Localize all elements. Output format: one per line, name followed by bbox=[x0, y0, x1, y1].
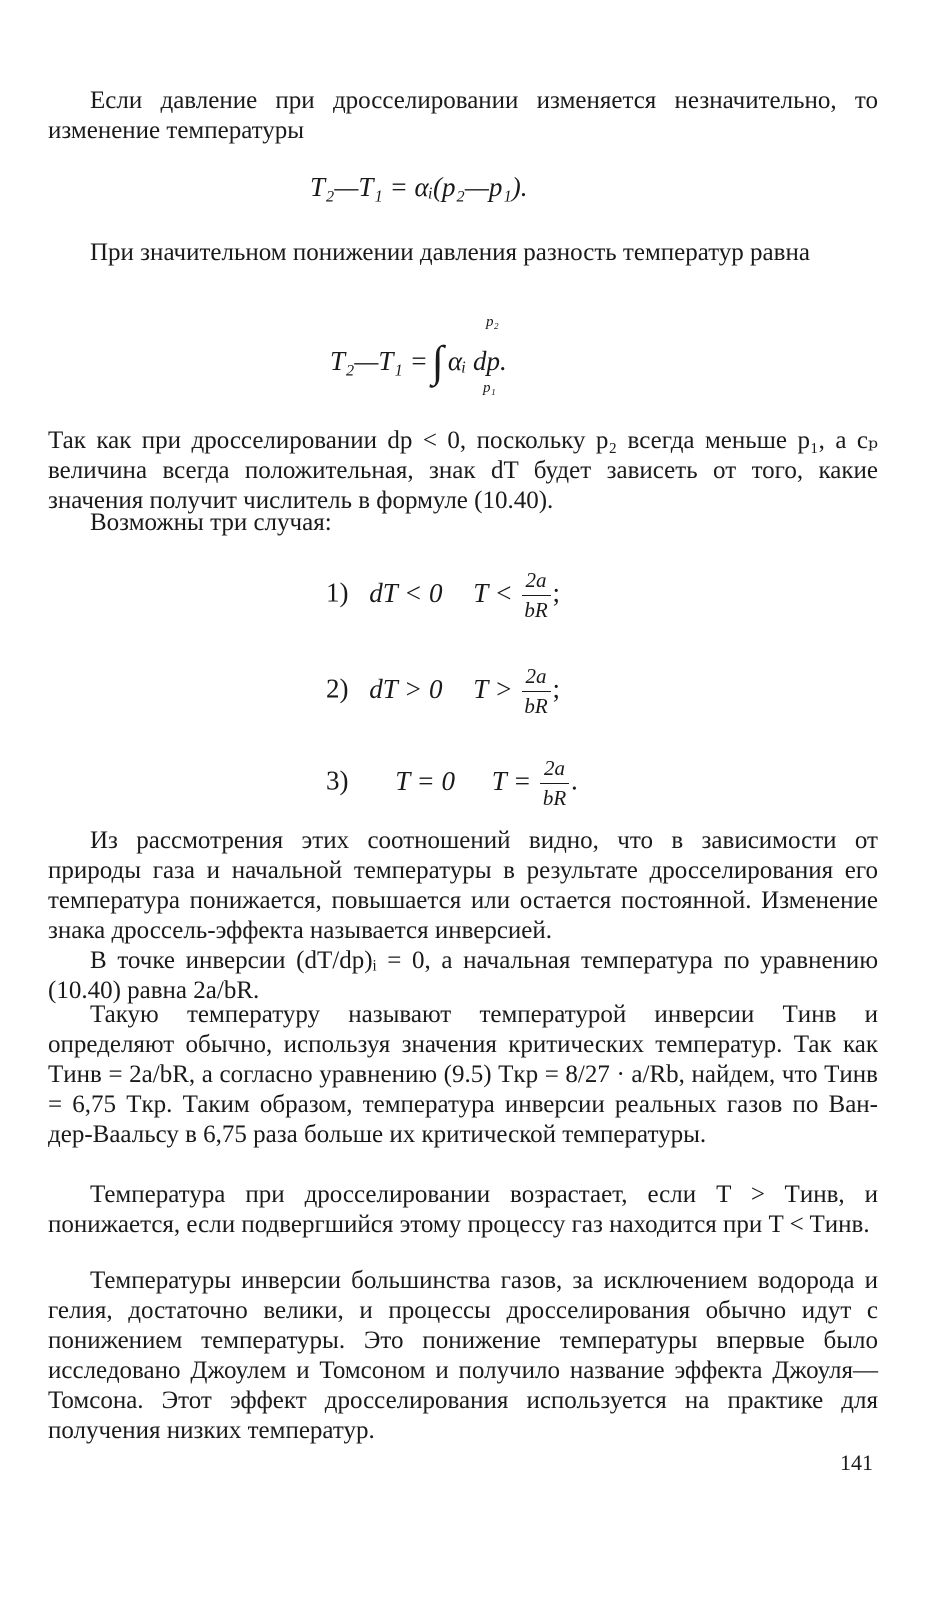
integral-lower-limit: p₁ bbox=[483, 380, 496, 396]
paragraph-3: Так как при дросселировании dp < 0, поскольку p₂ всегда меньше p₁, а cₚ величина всегда положительная, знак dT будет зависеть от того, какие значения получит числитель в формуле (10.40). bbox=[48, 427, 878, 514]
paragraph-8: Температура при дросселировании возрастает, если T > Tинв, и понижается, если подвергшийся этому процессу газ находится при T < Tинв. bbox=[48, 1181, 878, 1238]
paragraph-7: Такую температуру называют температурой инверсии Tинв и определяют обычно, используя значения критических температур. Так как Tинв = 2a/bR, а согласно уравнению (9.5) Tкр = 8/27 · a/Rb, найдем, что Tинв = 6,75 Tкр. Таким образом, температура инверсии реальных газов по Ван-дер-Ваальсу в 6,75 раза больше их критической температуры. bbox=[48, 1001, 878, 1148]
integral-lhs: T₂—T₁ = bbox=[330, 346, 428, 376]
paragraph-1: Если давление при дросселировании изменяется незначительно, то изменение температуры bbox=[48, 87, 878, 144]
case-2: 2) dT > 0 T > $\frac{2a}{bR}$ ; bbox=[326, 664, 561, 718]
paragraph-5: Из рассмотрения этих соотношений видно, что в зависимости от природы газа и начальной температуры в результате дросселирования его температура понижается, повышается или остается постоянной. Изменение знака дроссель-эффекта называется инверсией. bbox=[48, 827, 878, 944]
integral-integrand: αᵢ dp. bbox=[447, 346, 507, 376]
equation-integral bbox=[330, 330, 507, 386]
integral-sign: ∫ bbox=[431, 337, 444, 386]
paragraph-9: Температуры инверсии большинства газов, за исключением водорода и гелия, достаточно велики, и процессы дросселирования обычно идут с понижением температуры. Это понижение температуры впервые было исследовано Джоулем и Томсоном и получило название эффекта Джоуля—Томсона. Этот эффект дросселирования используется на практике для получения низких температур. bbox=[48, 1267, 878, 1444]
paragraph-6: В точке инверсии (dT/dp)ᵢ = 0, а начальная температура по уравнению (10.40) равна 2a/bR. bbox=[48, 947, 878, 1004]
case-3: 3) T = 0 T = $\frac{2a}{bR}$ . bbox=[326, 756, 578, 810]
equation-temperature-difference: T₂—T₁ = αᵢ(p₂—p₁). bbox=[310, 172, 528, 202]
paragraph-4: Возможны три случая: bbox=[90, 509, 332, 536]
case-1: 1) dT < 0 T < $\frac{2a}{bR}$ ; bbox=[326, 568, 561, 622]
integral-upper-limit: p₂ bbox=[486, 314, 499, 330]
page-number: 141 bbox=[840, 1450, 873, 1475]
paragraph-2: При значительном понижении давления разность температур равна bbox=[90, 239, 810, 266]
